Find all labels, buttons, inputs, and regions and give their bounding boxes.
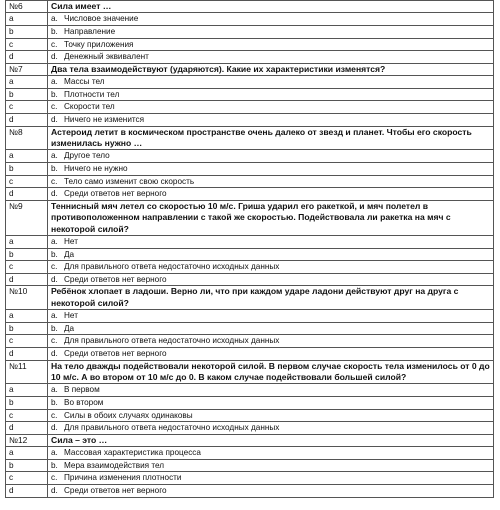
- answer-marker: c.: [51, 39, 58, 49]
- answer-row: [6, 409, 494, 422]
- answer-letter: a: [6, 235, 48, 248]
- answer-marker: d.: [51, 189, 58, 199]
- answer-row: [6, 235, 494, 248]
- answer-row: [6, 26, 494, 39]
- answer-text: Числовое значение: [64, 14, 139, 24]
- question-number: №7: [6, 63, 48, 75]
- answer-row: [6, 273, 494, 286]
- answer-marker: d.: [51, 274, 58, 284]
- answer-letter: d: [6, 347, 48, 360]
- answer-marker: b.: [51, 27, 58, 36]
- answer-option[interactable]: [48, 38, 494, 51]
- answer-letter: b: [6, 162, 48, 175]
- question-row: [6, 63, 494, 75]
- answer-marker: d.: [51, 114, 58, 124]
- answer-text: Причина изменения плотности: [64, 473, 182, 483]
- question-text: Теннисный мяч летел со скоростью 10 м/с. Гриша ударил его ракеткой, и мяч полетел в противоположенном направлении с такой же скоростью. Подействовала ли ракетка на мяч с некоторой силой?: [48, 200, 494, 235]
- answer-marker: c.: [51, 336, 58, 346]
- quiz-body: [6, 1, 494, 498]
- answer-text: Плотности тел: [64, 89, 120, 99]
- answer-letter: a: [6, 310, 48, 323]
- answer-marker: d.: [51, 52, 58, 62]
- answer-row: [6, 188, 494, 201]
- answer-text: Точку приложения: [64, 39, 134, 49]
- answer-row: [6, 347, 494, 360]
- answer-row: [6, 261, 494, 274]
- answer-option[interactable]: [48, 409, 494, 422]
- answer-option[interactable]: [48, 396, 494, 409]
- answer-row: [6, 322, 494, 335]
- answer-letter: d: [6, 484, 48, 497]
- answer-row: [6, 396, 494, 409]
- answer-letter: d: [6, 113, 48, 126]
- answer-letter: c: [6, 175, 48, 188]
- answer-option[interactable]: [48, 322, 494, 335]
- answer-row: [6, 113, 494, 126]
- answer-marker: a.: [51, 448, 58, 458]
- answer-option[interactable]: [48, 101, 494, 114]
- question-text: Сила имеет …: [48, 1, 494, 13]
- answer-letter: d: [6, 188, 48, 201]
- answer-marker: d.: [51, 485, 58, 495]
- answer-letter: a: [6, 76, 48, 89]
- answer-marker: b.: [51, 249, 58, 259]
- answer-text: Денежный эквивалент: [64, 52, 149, 62]
- answer-option[interactable]: [48, 13, 494, 26]
- answer-marker: d.: [51, 423, 58, 433]
- answer-row: [6, 13, 494, 26]
- answer-row: [6, 175, 494, 188]
- answer-option[interactable]: [48, 235, 494, 248]
- answer-marker: a.: [51, 151, 58, 161]
- answer-option[interactable]: [48, 347, 494, 360]
- answer-row: [6, 101, 494, 114]
- answer-text: Среди ответов нет верного: [64, 274, 167, 284]
- answer-letter: b: [6, 88, 48, 101]
- answer-letter: c: [6, 472, 48, 485]
- question-row: [6, 1, 494, 13]
- answer-text: Направление: [64, 27, 116, 36]
- answer-letter: c: [6, 101, 48, 114]
- answer-letter: a: [6, 13, 48, 26]
- answer-row: [6, 447, 494, 460]
- answer-letter: a: [6, 150, 48, 163]
- answer-text: Тело само изменит свою скорость: [64, 176, 195, 186]
- answer-text: Для правильного ответа недостаточно исходных данных: [64, 336, 280, 346]
- answer-row: [6, 484, 494, 497]
- answer-letter: b: [6, 26, 48, 39]
- answer-marker: b.: [51, 460, 58, 470]
- answer-marker: c.: [51, 102, 58, 112]
- answer-marker: a.: [51, 14, 58, 24]
- question-text: Два тела взаимодействуют (ударяются). Какие их характеристики изменятся?: [48, 63, 494, 75]
- answer-text: Ничего не нужно: [64, 163, 128, 173]
- question-number: №6: [6, 1, 48, 13]
- answer-letter: a: [6, 447, 48, 460]
- answer-option[interactable]: [48, 384, 494, 397]
- answer-option[interactable]: [48, 26, 494, 39]
- answer-text: Среди ответов нет верного: [64, 189, 167, 199]
- answer-letter: b: [6, 459, 48, 472]
- answer-letter: a: [6, 384, 48, 397]
- answer-row: [6, 76, 494, 89]
- answer-option[interactable]: [48, 113, 494, 126]
- answer-option[interactable]: [48, 484, 494, 497]
- answer-option[interactable]: [48, 447, 494, 460]
- answer-letter: b: [6, 248, 48, 261]
- answer-marker: a.: [51, 311, 58, 321]
- answer-option[interactable]: [48, 175, 494, 188]
- answer-text: Для правильного ответа недостаточно исходных данных: [64, 262, 280, 272]
- answer-marker: d.: [51, 348, 58, 358]
- question-number: №11: [6, 360, 48, 384]
- answer-row: [6, 459, 494, 472]
- answer-text: Ничего не изменится: [64, 114, 145, 124]
- answer-marker: b.: [51, 89, 58, 99]
- answer-option[interactable]: [48, 162, 494, 175]
- answer-option[interactable]: [48, 76, 494, 89]
- answer-row: [6, 335, 494, 348]
- answer-letter: b: [6, 396, 48, 409]
- answer-text: Среди ответов нет верного: [64, 348, 167, 358]
- answer-row: [6, 150, 494, 163]
- answer-row: [6, 422, 494, 435]
- question-text: Сила – это …: [48, 434, 494, 446]
- answer-letter: d: [6, 273, 48, 286]
- answer-text: Да: [64, 323, 75, 333]
- question-number: №8: [6, 126, 48, 150]
- question-text: На тело дважды подействовали некоторой силой. В первом случае скорость тела изменилось от 0 до 10 м/с. А во втором от 10 м/с до 0. В каком случае подействовали большей силой?: [48, 360, 494, 384]
- answer-text: Мера взаимодействия тел: [64, 460, 165, 470]
- question-number: №12: [6, 434, 48, 446]
- answer-marker: c.: [51, 176, 58, 186]
- answer-marker: c.: [51, 473, 58, 483]
- answer-marker: c.: [51, 410, 58, 420]
- answer-row: [6, 248, 494, 261]
- question-row: [6, 360, 494, 384]
- answer-marker: c.: [51, 262, 58, 272]
- answer-marker: a.: [51, 77, 58, 87]
- answer-row: [6, 88, 494, 101]
- answer-row: [6, 310, 494, 323]
- answer-marker: b.: [51, 163, 58, 173]
- answer-option[interactable]: [48, 150, 494, 163]
- answer-letter: b: [6, 322, 48, 335]
- question-text: Ребёнок хлопает в ладоши. Верно ли, что при каждом ударе ладони действуют друг на друга с некоторой силой?: [48, 286, 494, 310]
- question-row: [6, 434, 494, 446]
- answer-marker: a.: [51, 385, 58, 395]
- question-number: №9: [6, 200, 48, 235]
- answer-option[interactable]: [48, 335, 494, 348]
- answer-option[interactable]: [48, 273, 494, 286]
- question-row: [6, 200, 494, 235]
- answer-option[interactable]: [48, 310, 494, 323]
- answer-marker: a.: [51, 236, 58, 246]
- answer-letter: c: [6, 38, 48, 51]
- answer-text: Да: [64, 249, 75, 259]
- answer-text: Во втором: [64, 397, 104, 407]
- answer-letter: c: [6, 409, 48, 422]
- answer-text: Скорости тел: [64, 102, 115, 112]
- answer-option[interactable]: [48, 51, 494, 64]
- answer-text: Среди ответов нет верного: [64, 485, 167, 495]
- answer-text: Массовая характеристика процесса: [64, 448, 201, 458]
- answer-text: Массы тел: [64, 77, 105, 87]
- answer-letter: c: [6, 335, 48, 348]
- question-text: Астероид летит в космическом пространстве очень далеко от звезд и планет. Чтобы его скорость изменилась нужно …: [48, 126, 494, 150]
- question-number: №10: [6, 286, 48, 310]
- answer-option[interactable]: [48, 261, 494, 274]
- answer-text: Силы в обоих случаях одинаковы: [64, 410, 193, 420]
- answer-option[interactable]: [48, 88, 494, 101]
- answer-option[interactable]: [48, 422, 494, 435]
- answer-letter: c: [6, 261, 48, 274]
- quiz-table: [5, 0, 494, 498]
- answer-row: [6, 472, 494, 485]
- answer-option[interactable]: [48, 459, 494, 472]
- answer-text: Нет: [64, 311, 78, 321]
- answer-option[interactable]: [48, 248, 494, 261]
- answer-text: Для правильного ответа недостаточно исходных данных: [64, 423, 280, 433]
- answer-marker: b.: [51, 323, 58, 333]
- answer-text: Другое тело: [64, 151, 110, 161]
- answer-row: [6, 384, 494, 397]
- answer-row: [6, 51, 494, 64]
- question-row: [6, 286, 494, 310]
- answer-text: Нет: [64, 236, 78, 246]
- answer-row: [6, 162, 494, 175]
- answer-marker: b.: [51, 397, 58, 407]
- answer-row: [6, 38, 494, 51]
- answer-option[interactable]: [48, 188, 494, 201]
- question-row: [6, 126, 494, 150]
- answer-letter: d: [6, 422, 48, 435]
- answer-letter: d: [6, 51, 48, 64]
- answer-text: В первом: [64, 385, 100, 395]
- answer-option[interactable]: [48, 472, 494, 485]
